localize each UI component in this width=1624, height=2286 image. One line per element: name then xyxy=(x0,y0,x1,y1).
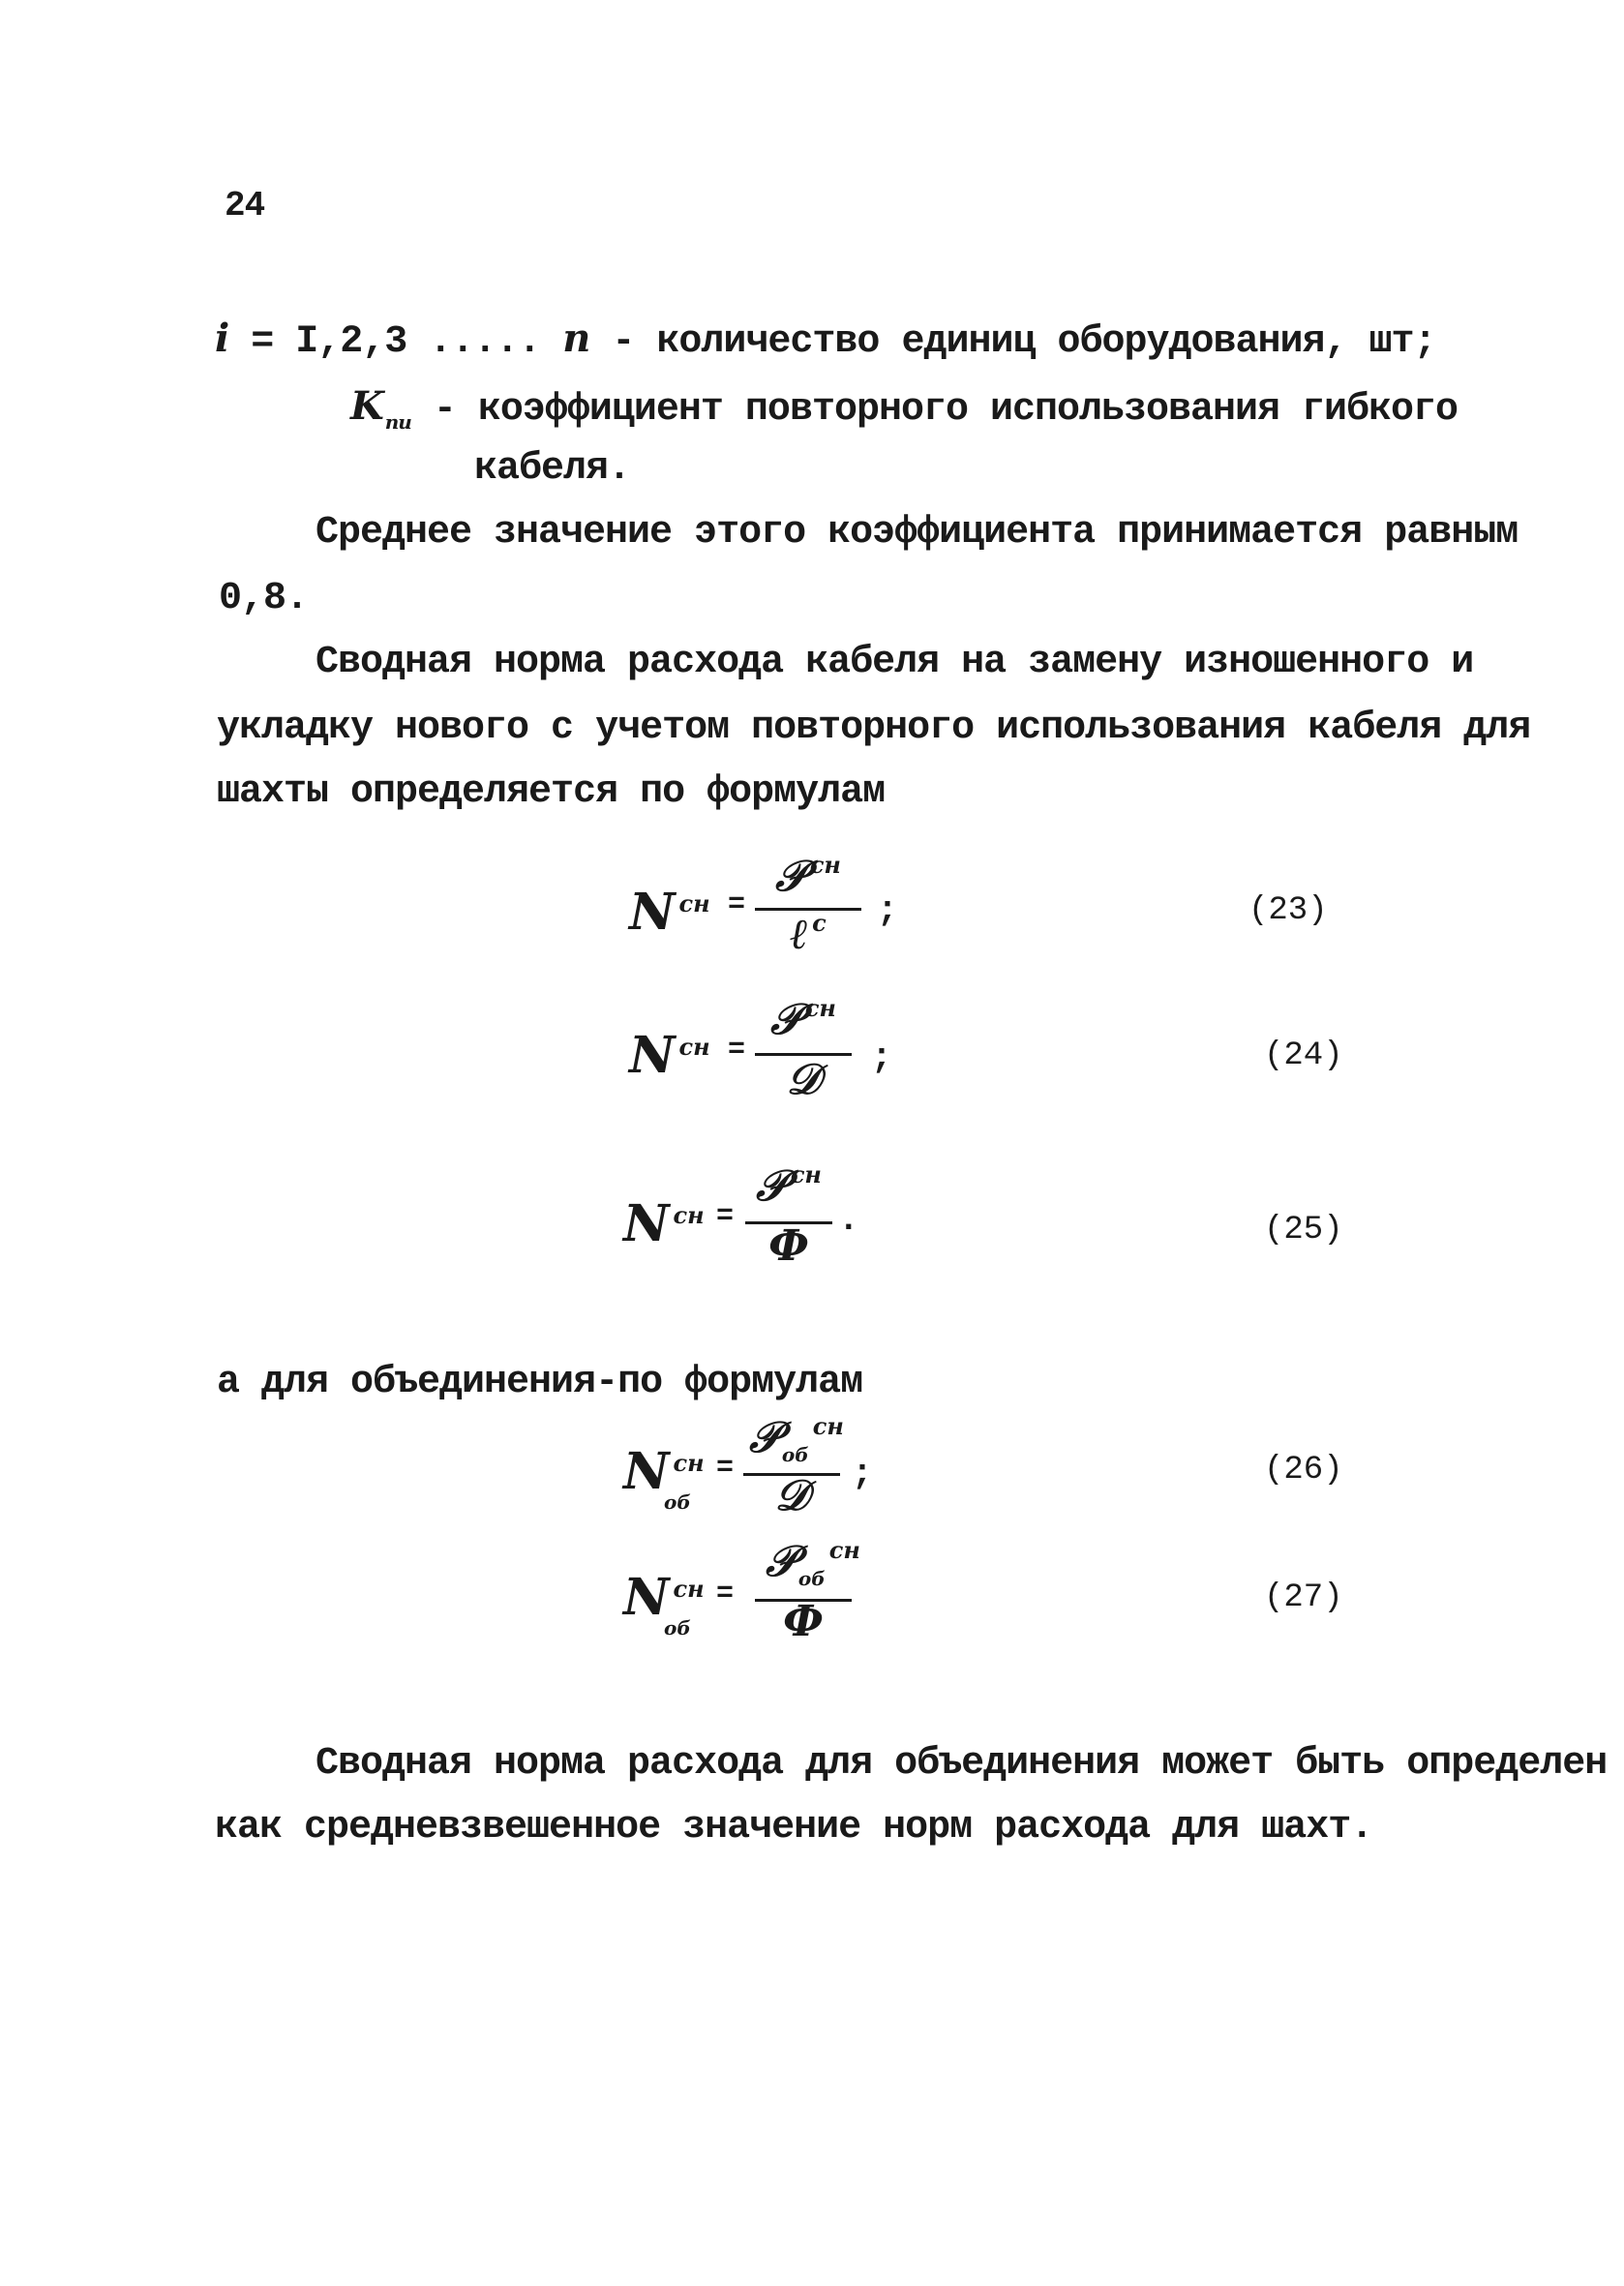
formula-23-semicolon: ; xyxy=(877,890,898,930)
var-i: i xyxy=(215,316,229,361)
paragraph-3: а для объединения-по формулам xyxy=(217,1361,863,1404)
formula-24-denominator: 𝒟 xyxy=(786,1055,821,1104)
formula-27-lhs: N $^{сн}$ об xyxy=(623,1568,705,1639)
paragraph-1-line-2: 0,8. xyxy=(219,577,309,620)
definition-k-continuation: кабеля. xyxy=(474,447,631,491)
definition-k-text: - коэффициент повторного использования гибкого xyxy=(433,388,1459,432)
var-k-subscript: пи xyxy=(384,410,411,434)
formula-26-lhs: N $^{сн}$ об xyxy=(623,1442,705,1514)
formula-27-denominator: Ф xyxy=(783,1597,824,1646)
formula-26-numerator: 𝒫 $_{об}^{сн}$ xyxy=(749,1412,844,1466)
formula-23-numerator: 𝒫 $^{сн}$ xyxy=(775,851,841,901)
formula-25-period: . xyxy=(838,1200,859,1240)
formula-26-denominator: 𝒟 xyxy=(774,1471,809,1520)
formula-24-semicolon: ; xyxy=(871,1038,892,1077)
definition-k xyxy=(350,383,1458,432)
equation-number-24: (24) xyxy=(1264,1038,1343,1074)
var-k: K xyxy=(350,383,383,429)
formula-26-semicolon: ; xyxy=(852,1454,873,1493)
formula-23-equals: = xyxy=(728,888,746,921)
paragraph-4-line-1: Сводная норма расхода для объединения может быть определен xyxy=(316,1742,1608,1786)
formula-27-equals: = xyxy=(716,1578,735,1610)
paragraph-2-line-3: шахты определяется по формулам xyxy=(217,770,886,814)
formula-23-lhs: N $^{сн}$ xyxy=(629,883,710,942)
equation-number-25: (25) xyxy=(1264,1212,1343,1248)
definition-i-range: = I,2,3 ..... xyxy=(251,320,563,364)
var-n: n xyxy=(562,316,590,361)
paragraph-4-line-2: как средневзвешенное значение норм расхода для шахт. xyxy=(215,1806,1373,1850)
formula-26-equals: = xyxy=(716,1452,735,1485)
page-number: 24 xyxy=(225,186,265,226)
formula-24-numerator: 𝒫 $^{сн}$ xyxy=(770,994,836,1044)
paragraph-1-line-1: Среднее значение этого коэффициента принимается равным xyxy=(316,511,1519,555)
paragraph-2-line-1: Сводная норма расхода кабеля на замену изношенного и xyxy=(316,641,1474,684)
definition-i-text: - количество единиц оборудования, шт; xyxy=(612,320,1436,364)
formula-24-equals: = xyxy=(728,1034,746,1067)
paragraph-2-line-2: укладку нового с учетом повторного использования кабеля для xyxy=(217,707,1531,750)
equation-number-26: (26) xyxy=(1264,1452,1343,1489)
formula-23-denominator: ℓ $^с$ xyxy=(790,909,827,959)
equation-number-23: (23) xyxy=(1248,892,1328,929)
formula-25-lhs: N $^{сн}$ xyxy=(623,1194,705,1253)
formula-24-lhs: N $^{сн}$ xyxy=(629,1026,710,1085)
equation-number-27: (27) xyxy=(1264,1579,1343,1616)
formula-25-denominator: Ф xyxy=(768,1221,809,1271)
formula-25-numerator: 𝒫 $^{сн}$ xyxy=(756,1160,822,1211)
formula-27-numerator: 𝒫 $_{об}^{сн}$ xyxy=(766,1536,860,1590)
definition-i xyxy=(215,316,1436,364)
formula-25-equals: = xyxy=(716,1200,735,1233)
